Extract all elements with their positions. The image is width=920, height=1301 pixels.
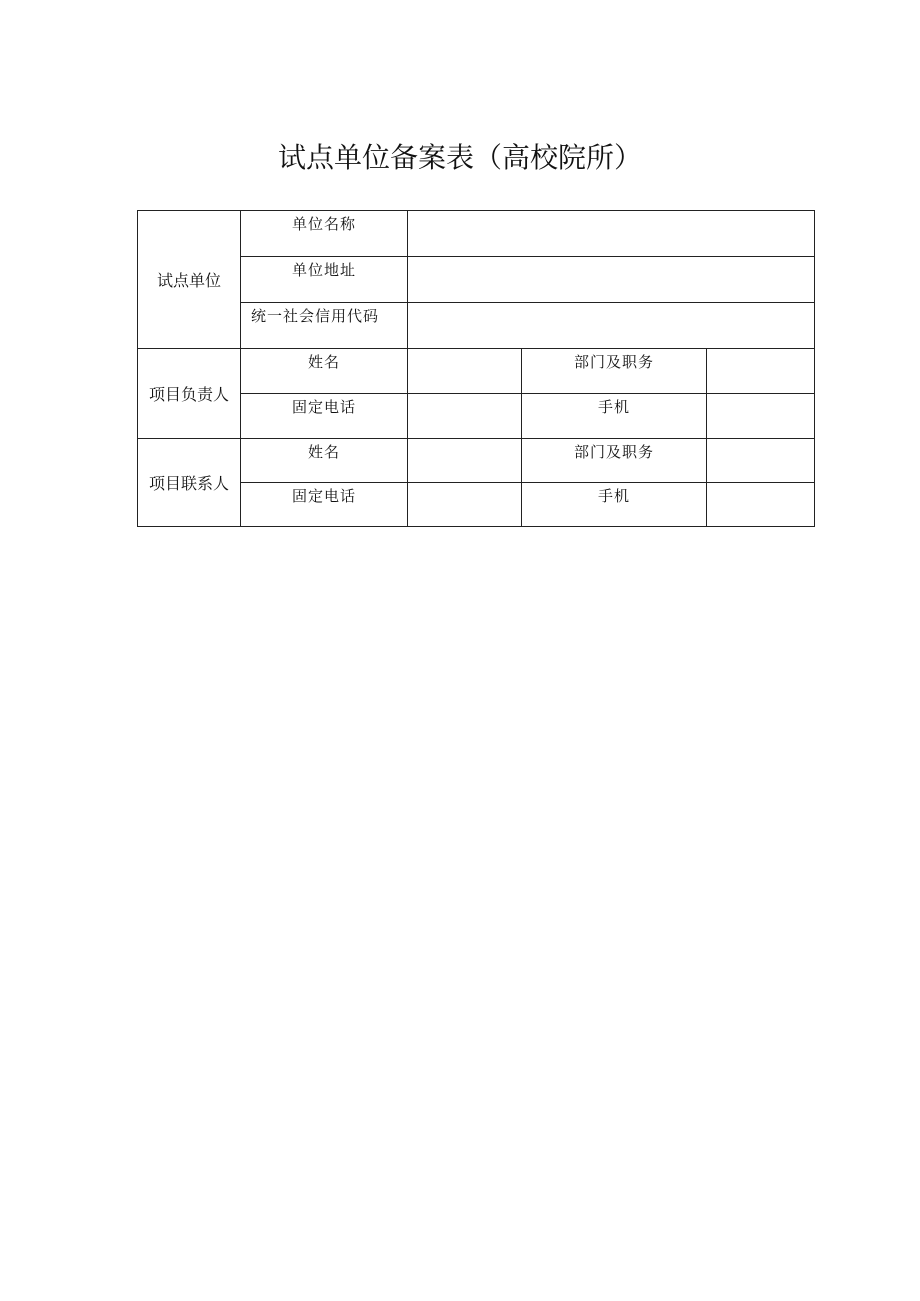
leader-mobile-label: 手机 bbox=[522, 394, 707, 439]
section-header-project-contact: 项目联系人 bbox=[138, 439, 241, 527]
contact-name-label: 姓名 bbox=[241, 439, 408, 483]
page-title: 试点单位备案表（高校院所） bbox=[277, 141, 642, 174]
contact-phone-field[interactable] bbox=[408, 483, 522, 527]
contact-mobile-field[interactable] bbox=[707, 483, 815, 527]
unit-name-label: 单位名称 bbox=[241, 211, 408, 257]
leader-phone-field[interactable] bbox=[408, 394, 522, 439]
leader-name-field[interactable] bbox=[408, 349, 522, 394]
leader-dept-field[interactable] bbox=[707, 349, 815, 394]
credit-code-field[interactable] bbox=[408, 303, 815, 349]
registration-form-table bbox=[137, 210, 815, 527]
contact-phone-label: 固定电话 bbox=[241, 483, 408, 527]
leader-name-label: 姓名 bbox=[241, 349, 408, 394]
contact-name-field[interactable] bbox=[408, 439, 522, 483]
contact-dept-label: 部门及职务 bbox=[522, 439, 707, 483]
contact-mobile-label: 手机 bbox=[522, 483, 707, 527]
leader-phone-label: 固定电话 bbox=[241, 394, 408, 439]
unit-address-field[interactable] bbox=[408, 257, 815, 303]
leader-dept-label: 部门及职务 bbox=[522, 349, 707, 394]
section-header-project-leader: 项目负责人 bbox=[138, 349, 241, 439]
leader-mobile-field[interactable] bbox=[707, 394, 815, 439]
credit-code-label: 统一社会信用代码 bbox=[241, 303, 408, 349]
section-header-pilot-unit: 试点单位 bbox=[138, 211, 241, 349]
unit-name-field[interactable] bbox=[408, 211, 815, 257]
contact-dept-field[interactable] bbox=[707, 439, 815, 483]
unit-address-label: 单位地址 bbox=[241, 257, 408, 303]
